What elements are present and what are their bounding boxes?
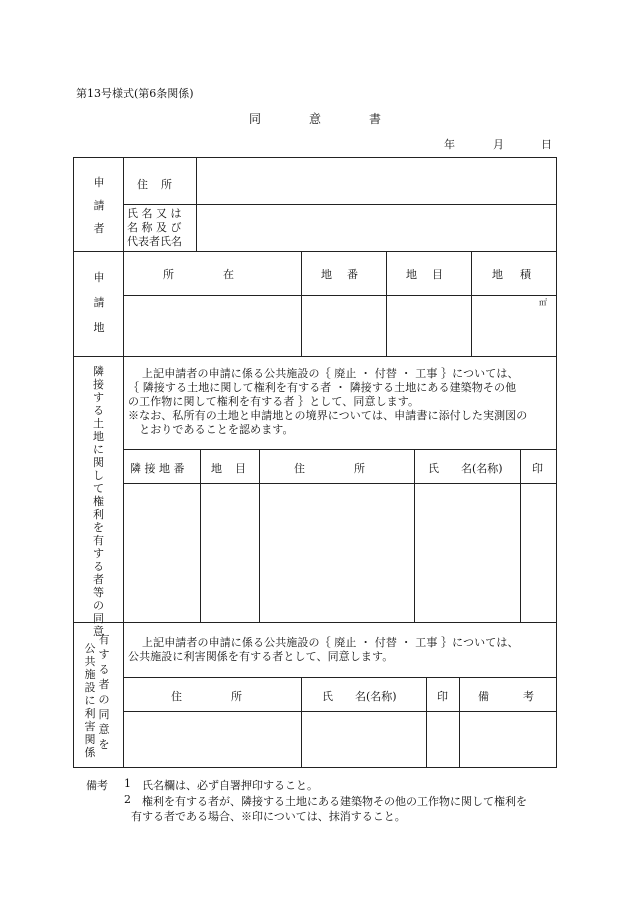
name-label-line: 代表者氏名 xyxy=(127,235,182,248)
neighbor-seal-header: 印 xyxy=(532,462,543,475)
name-label xyxy=(127,207,182,249)
area-header: 地 積 xyxy=(492,268,534,281)
label-char: 申 xyxy=(93,176,105,189)
label-char: 地 xyxy=(93,321,105,334)
neighbor-section-label: 隣接する土地に関して権利を有する者等の同意 xyxy=(93,365,104,638)
neighbor-category-header: 地 目 xyxy=(211,462,247,475)
note-number: 2 xyxy=(124,793,131,806)
category-field[interactable] xyxy=(387,296,471,356)
public-remarks-field[interactable] xyxy=(460,712,556,767)
category-header: 地 目 xyxy=(406,268,445,281)
title-char: 意 xyxy=(309,112,322,126)
neighbor-lot-header: 隣 接 地 番 xyxy=(130,462,185,475)
neighbor-consent-line: ｛ 隣接する土地に関して権利を有する者 ・ 隣接する土地にある建築物その他 xyxy=(128,381,517,394)
public-consent-line: 上記申請者の申請に係る公共施設の｛ 廃止 ・ 付替 ・ 工事 ｝については、 xyxy=(142,636,519,649)
public-seal-field[interactable] xyxy=(427,712,459,767)
neighbor-consent-line: 上記申請者の申請に係る公共施設の｛ 廃止 ・ 付替 ・ 工事 ｝については、 xyxy=(142,367,519,380)
neighbor-address-field[interactable] xyxy=(260,484,414,622)
public-consent-line: 公共施設に利害関係を有する者として、同意します。 xyxy=(128,650,394,663)
location-field[interactable] xyxy=(124,296,301,356)
notes-label: 備考 xyxy=(86,779,108,792)
neighbor-address-header: 住 所 xyxy=(294,462,369,475)
neighbor-lot-field[interactable] xyxy=(124,484,200,622)
address-label: 住 所 xyxy=(137,178,173,191)
public-section-label-col2: 有する者の同意を xyxy=(98,633,110,751)
public-seal-header: 印 xyxy=(437,690,448,703)
neighbor-name-field[interactable] xyxy=(415,484,520,622)
date-year: 年 xyxy=(444,138,455,151)
location-header: 所 在 xyxy=(163,268,238,281)
label-char: 申 xyxy=(93,271,105,284)
date-month: 月 xyxy=(493,138,504,151)
neighbor-consent-line: とおりであることを認めます。 xyxy=(128,423,294,436)
public-name-field[interactable] xyxy=(302,712,426,767)
date-day: 日 xyxy=(541,138,552,151)
lot-header: 地 番 xyxy=(321,268,360,281)
name-field[interactable] xyxy=(197,205,556,251)
note-number: 1 xyxy=(124,777,131,790)
area-field[interactable] xyxy=(472,296,556,356)
applicant-section-label xyxy=(92,177,106,234)
label-char: 者 xyxy=(93,222,105,235)
neighbor-name-header: 氏 名(名称) xyxy=(428,462,503,475)
note-text-continued: 有する者である場合、※印については、抹消すること。 xyxy=(131,810,406,823)
label-char: 請 xyxy=(93,296,105,309)
neighbor-consent-line: ※なお、私所有の土地と申請地との境界については、申請書に添付した実測図の xyxy=(128,409,528,422)
public-section-label-col1: 公共施設に利害関係 xyxy=(84,642,96,759)
address-field[interactable] xyxy=(197,158,556,204)
title-char: 同 xyxy=(249,112,262,126)
form-number: 第13号様式(第6条関係) xyxy=(76,87,194,100)
neighbor-consent-line: の工作物に関して権利を有する者 ｝として、同意します。 xyxy=(128,395,420,408)
neighbor-category-field[interactable] xyxy=(201,484,259,622)
label-char: 請 xyxy=(93,199,105,212)
note-text: 権利を有する者が、隣接する土地にある建築物その他の工作物に関して権利を xyxy=(142,795,527,808)
title-char: 書 xyxy=(369,112,382,126)
neighbor-seal-field[interactable] xyxy=(521,484,556,622)
area-unit: ㎡ xyxy=(539,298,547,307)
public-address-field[interactable] xyxy=(124,712,301,767)
public-address-header: 住 所 xyxy=(171,690,246,703)
lot-field[interactable] xyxy=(302,296,386,356)
public-remarks-header: 備 考 xyxy=(478,690,538,703)
public-name-header: 氏 名(名称) xyxy=(322,690,397,703)
name-label-line: 氏 名 又 は xyxy=(127,207,182,220)
note-text: 氏名欄は、必ず自署押印すること。 xyxy=(142,779,318,792)
name-label-line: 名 称 及 び xyxy=(127,221,182,234)
land-section-label xyxy=(92,272,106,333)
